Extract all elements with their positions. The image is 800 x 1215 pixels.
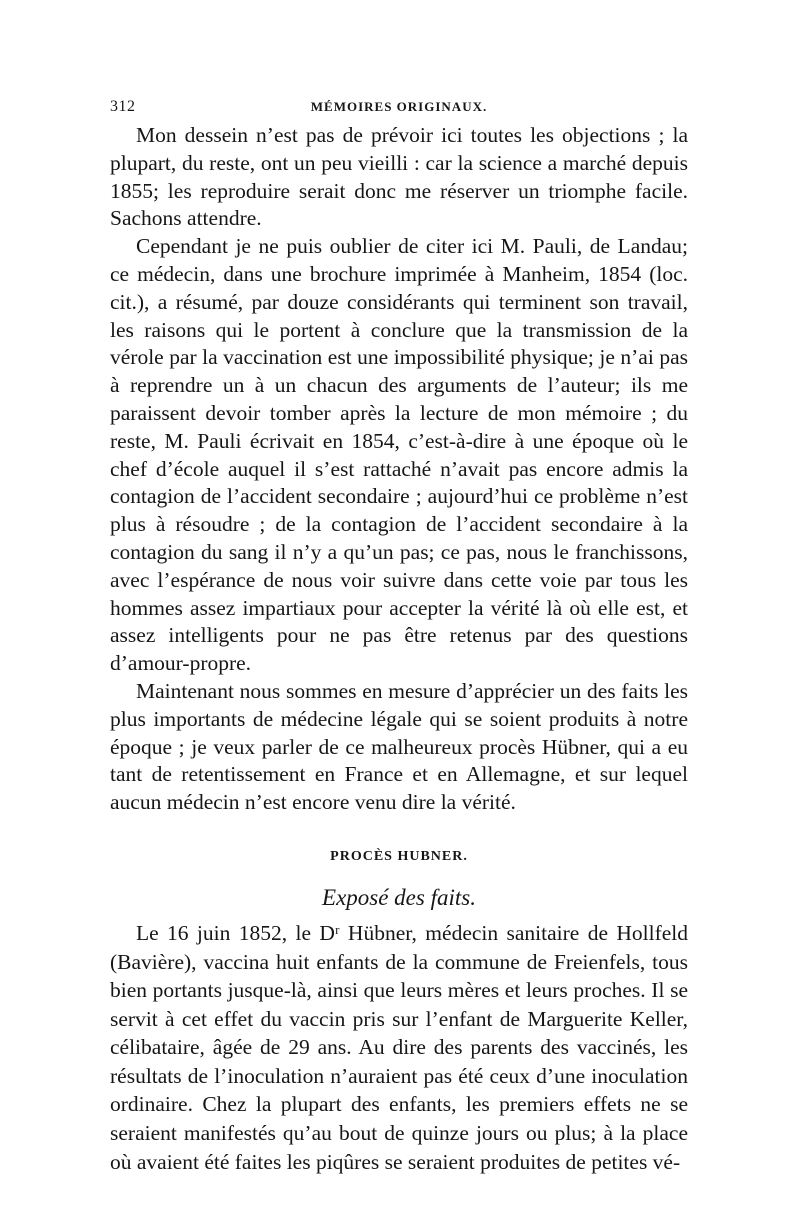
sub-heading: Exposé des faits. bbox=[322, 884, 476, 910]
running-head bbox=[110, 92, 688, 122]
paragraph: Mon dessein n’est pas de prévoir ici toutes les objections ; la plupart, du reste, ont un peu vieilli : car la science a marché depuis 1855; les reproduire serait donc me réserver un triomphe facile. Sachons attendre. bbox=[110, 123, 688, 231]
page-number: 312 bbox=[110, 98, 136, 115]
main-text bbox=[110, 122, 688, 817]
section-heading: PROCÈS HUBNER. bbox=[330, 848, 468, 864]
running-title: MÉMOIRES ORIGINAUX. bbox=[310, 99, 488, 114]
paragraph: Cependant je ne puis oublier de citer ici M. Pauli, de Landau; ce médecin, dans une brochure imprimée à Manheim, 1854 (loc. cit.), a résumé, par douze considérants qui terminent son travail, les raisons qui le portent à conclure que la transmission de la vérole par la vaccination est une impossibilité physique; je n’ai pas à reprendre un à un chacun des arguments de l’auteur; ils me paraissent devoir tomber après la lecture de mon mémoire ; du reste, M. Pauli écrivait en 1854, c’est-à-dire à une époque où le chef d’école auquel il s’est rattaché n’avait pas encore admis la contagion de l’accident secondaire ; aujourd’hui ce problème n’est plus à résoudre ; de la contagion de l’accident secondaire à la contagion du sang il n’y a qu’un pas; ce pas, nous le franchissons, avec l’espérance de nous voir suivre dans cette voie par tous les hommes assez impartiaux pour accepter la vérité là où elle est, et assez intelligents pour ne pas être retenus par des questions d’amour-propre. bbox=[110, 234, 688, 676]
paragraph: Le 16 juin 1852, le Dʳ Hübner, médecin sanitaire de Hollfeld (Bavière), vaccina huit enfants de la commune de Freienfels, tous bien portants jusque-là, ainsi que leurs mères et leurs proches. Il se servit à cet effet du vaccin pris sur l’enfant de Marguerite Keller, célibataire, âgée de 29 ans. Au dire des parents des vaccinés, les résultats de l’inoculation n’auraient pas été ceux d’une inoculation ordinaire. Chez la plupart des enfants, les premiers effets ne se seraient manifestés qu’au bout de quinze jours ou plus; à la place où avaient été faites les piqûres se seraient produites de petites vé- bbox=[110, 920, 688, 1174]
section-text bbox=[110, 919, 688, 1176]
page bbox=[110, 92, 688, 1176]
paragraph: Maintenant nous sommes en mesure d’apprécier un des faits les plus importants de médecine légale qui se soient produits à notre époque ; je veux parler de ce malheureux procès Hübner, qui a eu tant de retentissement en France et en Allemagne, et sur lequel aucun médecin n’est encore venu dire la vérité. bbox=[110, 678, 688, 815]
